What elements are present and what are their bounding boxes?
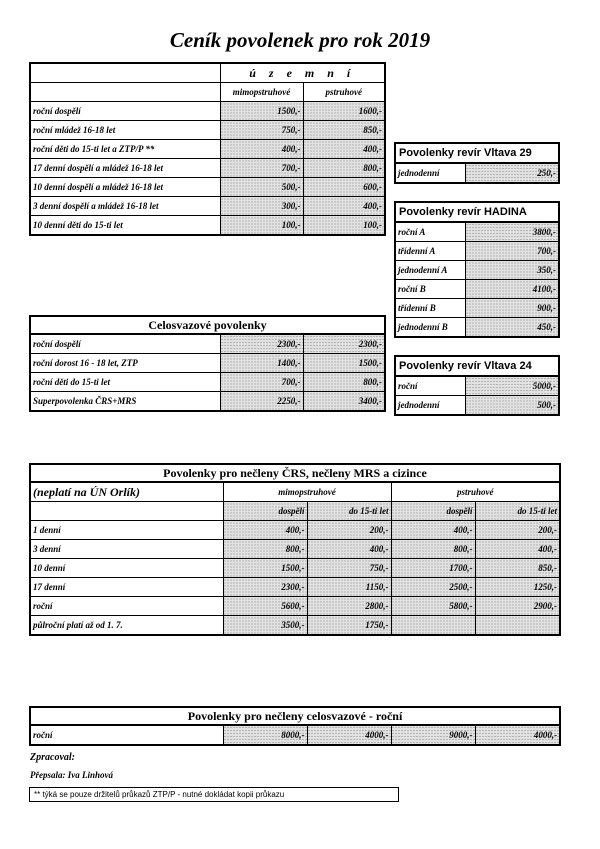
price-pstruhove: 600,- (303, 178, 385, 197)
price-value: 2500,- (391, 578, 475, 597)
price-value: 200,- (307, 521, 391, 540)
table-row (30, 102, 385, 121)
price-value: 400,- (475, 540, 560, 559)
row-label: roční děti do 15-ti let (30, 373, 220, 392)
necleny-table (29, 463, 561, 636)
table-row (395, 376, 559, 396)
row-label: 1 denní (30, 521, 223, 540)
table-row (30, 578, 560, 597)
celosvazove-table (29, 315, 386, 412)
price-value: 4100,- (465, 280, 559, 299)
table-row (395, 318, 559, 338)
price-mimopstruhove: 750,- (220, 121, 303, 140)
table-row (30, 216, 385, 236)
row-label: jednodenní (395, 163, 465, 183)
row-label: jednodenní B (395, 318, 465, 338)
table-row (30, 354, 385, 373)
price-pstruhove: 850,- (303, 121, 385, 140)
celosvazove-header: Celosvazové povolenky (30, 316, 385, 334)
necleny-celo-label: roční (30, 725, 223, 745)
price-value: 400,- (307, 540, 391, 559)
price-mimopstruhove: 700,- (220, 159, 303, 178)
price-value: 2300,- (303, 334, 385, 354)
price-value: 850,- (475, 559, 560, 578)
price-pstruhove: 400,- (303, 140, 385, 159)
price-value: 800,- (303, 373, 385, 392)
price-pstruhove: 400,- (303, 197, 385, 216)
hadina-header: Povolenky revír HADINA (395, 202, 559, 222)
row-label: roční (30, 597, 223, 616)
price-value (391, 616, 475, 636)
price-value: 5800,- (391, 597, 475, 616)
row-label: jednodenní (395, 396, 465, 416)
price-value: 450,- (465, 318, 559, 338)
price-value: 2250,- (220, 392, 303, 412)
necleny-celo-value: 4000,- (475, 725, 560, 745)
vltava24-table (394, 355, 560, 416)
row-label: 17 denní (30, 578, 223, 597)
price-pstruhove: 100,- (303, 216, 385, 236)
prepsala-label: Přepsala: Iva Linhová (30, 770, 113, 780)
row-label: roční A (395, 222, 465, 242)
row-label: roční mládež 16-18 let (30, 121, 220, 140)
table-row (30, 521, 560, 540)
necleny-celo-header: Povolenky pro nečleny celosvazové - roční (30, 707, 560, 725)
table-row (395, 242, 559, 261)
row-label: jednodenní A (395, 261, 465, 280)
price-value: 750,- (307, 559, 391, 578)
price-value: 2300,- (223, 578, 307, 597)
price-value: 1700,- (391, 559, 475, 578)
zpracoval-label: Zpracoval: (30, 752, 75, 763)
row-label: roční dorost 16 - 18 let, ZTP (30, 354, 220, 373)
price-value: 200,- (475, 521, 560, 540)
row-label: třídenní B (395, 299, 465, 318)
row-label: Superpovolenka ČRS+MRS (30, 392, 220, 412)
row-label: roční děti do 15-ti let a ZTP/P ** (30, 140, 220, 159)
price-mimopstruhove: 100,- (220, 216, 303, 236)
table-row (30, 597, 560, 616)
table-row (395, 299, 559, 318)
necleny-celo-value: 8000,- (223, 725, 307, 745)
price-value: 400,- (223, 521, 307, 540)
table-row (30, 616, 560, 636)
necleny-group-mimopstruhove: mimopstruhové (223, 482, 391, 502)
necleny-celo-value: 4000,- (307, 725, 391, 745)
table-row (395, 163, 559, 183)
table-row (30, 392, 385, 412)
price-value: 1150,- (307, 578, 391, 597)
price-mimopstruhove: 500,- (220, 178, 303, 197)
row-label: roční dospělí (30, 102, 220, 121)
row-label: třídenní A (395, 242, 465, 261)
price-value: 350,- (465, 261, 559, 280)
price-value (475, 616, 560, 636)
price-value: 400,- (391, 521, 475, 540)
price-value: 1500,- (223, 559, 307, 578)
row-label: roční (395, 376, 465, 396)
table-row (30, 121, 385, 140)
page-title: Ceník povolenek pro rok 2019 (169, 28, 431, 52)
table-row (30, 197, 385, 216)
table-row (30, 559, 560, 578)
price-value: 250,- (465, 163, 559, 183)
price-value: 2900,- (475, 597, 560, 616)
necleny-sub-header: dospělí (223, 502, 307, 521)
row-label: 10 denní děti do 15-ti let (30, 216, 220, 236)
price-value: 1750,- (307, 616, 391, 636)
price-pstruhove: 800,- (303, 159, 385, 178)
uzemni-table (29, 62, 386, 236)
price-mimopstruhove: 1500,- (220, 102, 303, 121)
price-value: 3500,- (223, 616, 307, 636)
price-value: 1400,- (220, 354, 303, 373)
footnote: ** týká se pouze držitelů průkazů ZTP/P - nutné dokládat kopii průkazu (29, 787, 399, 802)
price-value: 3800,- (465, 222, 559, 242)
price-value: 500,- (465, 396, 559, 416)
row-label: roční B (395, 280, 465, 299)
table-row (30, 178, 385, 197)
price-value: 5600,- (223, 597, 307, 616)
price-pstruhove: 1600,- (303, 102, 385, 121)
table-row (30, 140, 385, 159)
price-value: 2300,- (220, 334, 303, 354)
price-value: 2800,- (307, 597, 391, 616)
row-label: roční dospělí (30, 334, 220, 354)
table-row (30, 159, 385, 178)
table-row (395, 261, 559, 280)
table-row (30, 373, 385, 392)
uzemni-col2: pstruhové (303, 83, 385, 102)
row-label: 10 denní dospělí a mládež 16-18 let (30, 178, 220, 197)
uzemni-group-header: ú z e m n í (220, 63, 385, 83)
vltava29-table (394, 142, 560, 184)
necleny-sub-header: do 15-ti let (475, 502, 560, 521)
hadina-table (394, 201, 560, 338)
necleny-celo-table (29, 706, 561, 746)
row-label: 10 denní (30, 559, 223, 578)
necleny-note: (neplatí na ÚN Orlík) (30, 482, 223, 502)
price-value: 800,- (391, 540, 475, 559)
necleny-celo-value: 9000,- (391, 725, 475, 745)
table-row (395, 396, 559, 416)
table-row (395, 280, 559, 299)
price-value: 3400,- (303, 392, 385, 412)
row-label: půlroční platí až od 1. 7. (30, 616, 223, 636)
vltava24-header: Povolenky revír Vltava 24 (395, 356, 559, 376)
price-mimopstruhove: 300,- (220, 197, 303, 216)
uzemni-col1: mimopstruhové (220, 83, 303, 102)
necleny-sub-header: dospělí (391, 502, 475, 521)
table-row (395, 222, 559, 242)
row-label: 3 denní dospělí a mládež 16-18 let (30, 197, 220, 216)
price-value: 900,- (465, 299, 559, 318)
price-value: 700,- (465, 242, 559, 261)
price-value: 700,- (220, 373, 303, 392)
row-label: 17 denní dospělí a mládež 16-18 let (30, 159, 220, 178)
price-value: 5000,- (465, 376, 559, 396)
table-row (30, 334, 385, 354)
necleny-group-pstruhove: pstruhové (391, 482, 560, 502)
necleny-header: Povolenky pro nečleny ČRS, nečleny MRS a cizince (30, 464, 560, 482)
vltava29-header: Povolenky revír Vltava 29 (395, 143, 559, 163)
price-mimopstruhove: 400,- (220, 140, 303, 159)
necleny-sub-header: do 15-ti let (307, 502, 391, 521)
price-value: 1250,- (475, 578, 560, 597)
row-label: 3 denní (30, 540, 223, 559)
price-value: 1500,- (303, 354, 385, 373)
price-value: 800,- (223, 540, 307, 559)
table-row (30, 540, 560, 559)
